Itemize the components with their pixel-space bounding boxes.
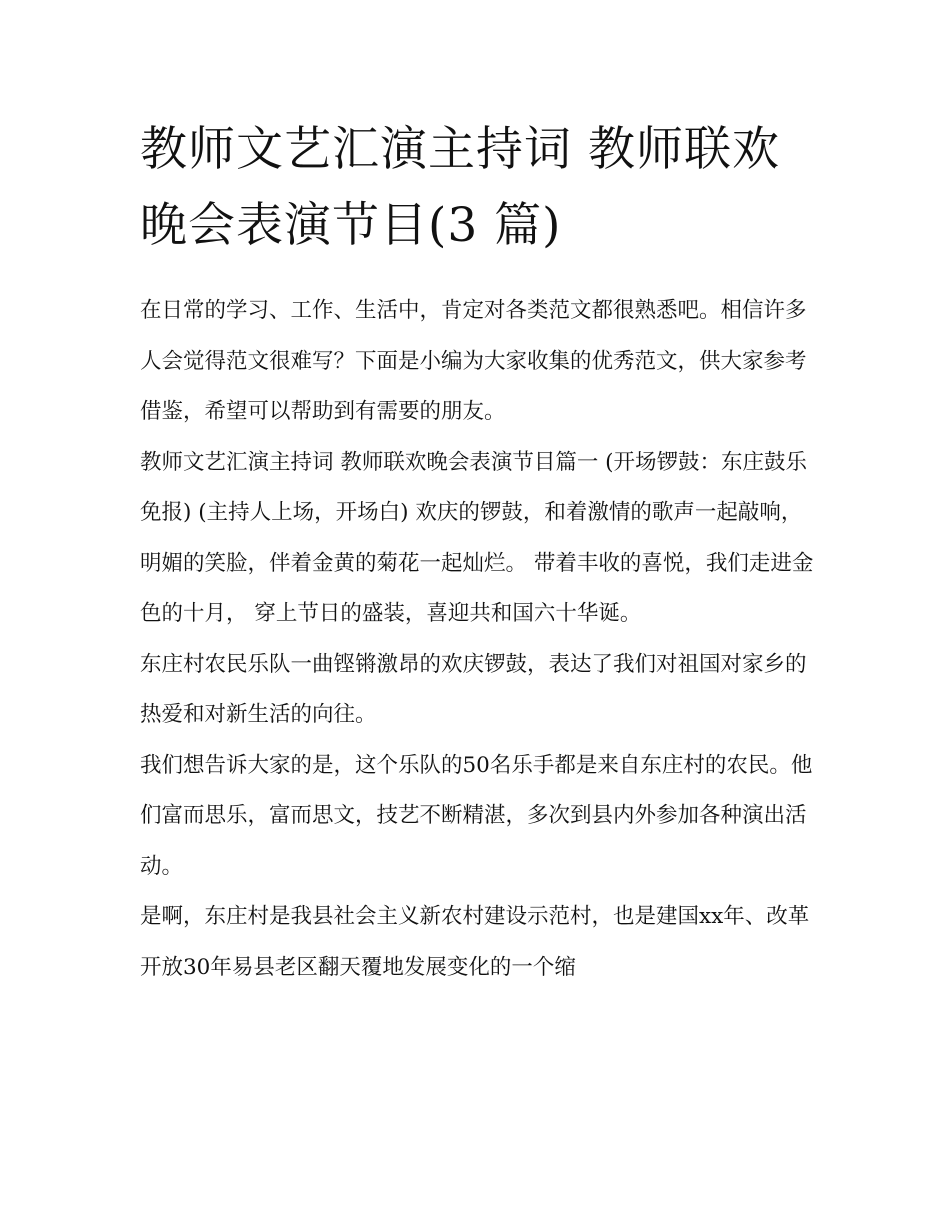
paragraph: 我们想告诉大家的是，这个乐队的50名乐手都是来自东庄村的农民。他们富而思乐，富而思文，技艺不断精湛，多次到县内外参加各种演出活动。 bbox=[140, 752, 813, 879]
document-title: 教师文艺汇演主持词 教师联欢晚会表演节目(3 篇) bbox=[140, 122, 780, 253]
paragraph: 在日常的学习、工作、生活中，肯定对各类范文都很熟悉吧。相信许多人会觉得范文很难写？下面是小编为大家收集的优秀范文，供大家参考借鉴，希望可以帮助到有需要的朋友。 bbox=[140, 298, 807, 424]
paragraph: 东庄村农民乐队一曲铿锵激昂的欢庆锣鼓，表达了我们对祖国对家乡的热爱和对新生活的向往。 bbox=[140, 651, 807, 727]
document-page bbox=[140, 112, 820, 993]
paragraph: 是啊，东庄村是我县社会主义新农村建设示范村，也是建国xx年、改革开放30年易县老区翻天覆地发展变化的一个缩 bbox=[140, 904, 810, 980]
document-body bbox=[140, 286, 820, 993]
paragraph: 明媚的笑脸，伴着金黄的菊花一起灿烂。 带着丰收的喜悦，我们走进金色的十月， 穿上节日的盛装，喜迎共和国六十华诞。 bbox=[140, 550, 814, 626]
paragraph: 教师文艺汇演主持词 教师联欢晚会表演节目篇一 (开场锣鼓：东庄鼓乐 免报) (主持人上场，开场白) 欢庆的锣鼓，和着激情的歌声一起敲响， bbox=[140, 449, 808, 525]
